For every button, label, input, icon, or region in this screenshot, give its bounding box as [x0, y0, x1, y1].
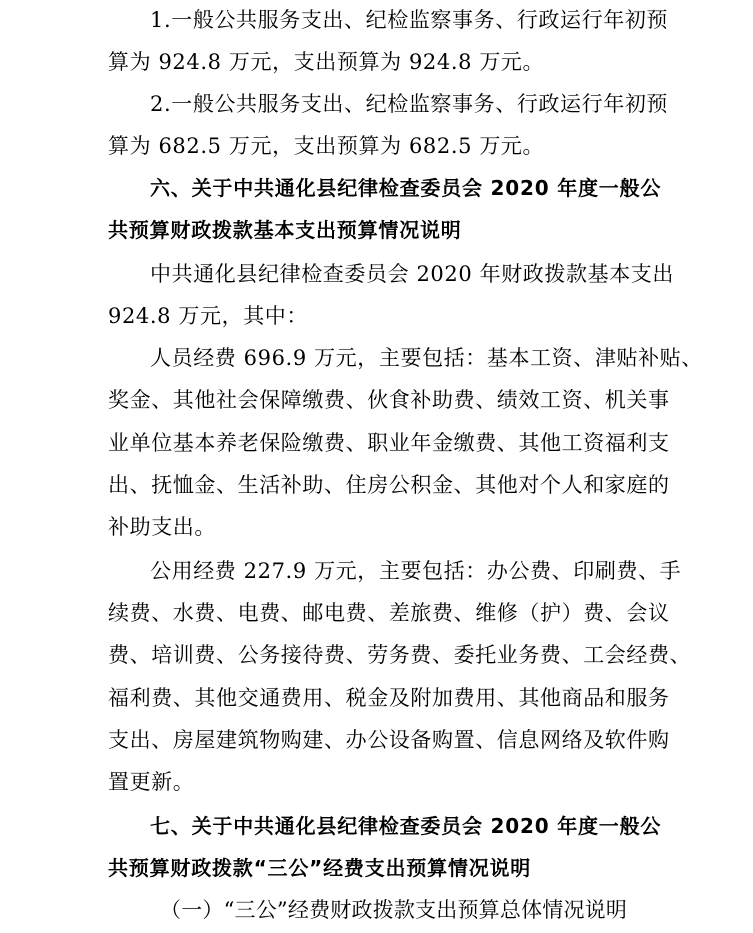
text-line: 业单位基本养老保险缴费、职业年金缴费、其他工资福利支: [108, 431, 670, 455]
text-line: 2.一般公共服务支出、纪检监察事务、行政运行年初预: [150, 92, 669, 116]
text-line: 人员经费 696.9 万元，主要包括：基本工资、津贴补贴、: [150, 346, 703, 370]
text-line: 公用经费 227.9 万元，主要包括：办公费、印刷费、手: [150, 559, 682, 583]
subsection-heading: （一）“三公”经费财政拨款支出预算总体情况说明: [160, 898, 628, 922]
text-line: 支出、房屋建筑物购建、办公设备购置、信息网络及软件购: [108, 728, 670, 752]
section-heading: 共预算财政拨款“三公”经费支出预算情况说明: [108, 856, 532, 880]
text-line: 续费、水费、电费、邮电费、差旅费、维修（护）费、会议: [108, 601, 670, 625]
section-heading: 六、关于中共通化县纪律检查委员会 2020 年度一般公: [150, 176, 662, 200]
text-line: 算为 924.8 万元，支出预算为 924.8 万元。: [108, 50, 545, 74]
text-line: 1.一般公共服务支出、纪检监察事务、行政运行年初预: [150, 8, 669, 32]
text-line: 置更新。: [108, 770, 195, 794]
text-line: 奖金、其他社会保障缴费、伙食补助费、绩效工资、机关事: [108, 388, 670, 412]
section-heading: 七、关于中共通化县纪律检查委员会 2020 年度一般公: [150, 814, 662, 838]
text-line: 费、培训费、公务接待费、劳务费、委托业务费、工会经费、: [108, 643, 692, 667]
text-line: 福利费、其他交通费用、税金及附加费用、其他商品和服务: [108, 686, 670, 710]
text-line: 出、抚恤金、生活补助、住房公积金、其他对个人和家庭的: [108, 473, 670, 497]
text-line: 算为 682.5 万元，支出预算为 682.5 万元。: [108, 134, 545, 158]
text-line: 补助支出。: [108, 515, 216, 539]
text-line: 中共通化县纪律检查委员会 2020 年财政拨款基本支出: [150, 262, 674, 286]
text-line: 924.8 万元，其中：: [108, 304, 308, 328]
section-heading: 共预算财政拨款基本支出预算情况说明: [108, 218, 462, 242]
